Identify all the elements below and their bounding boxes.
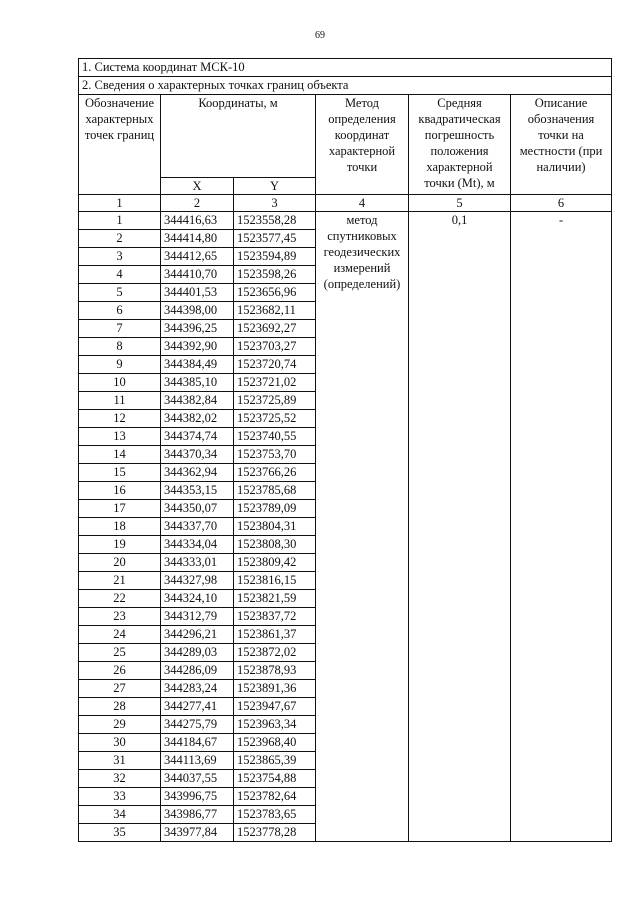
coordinate-y: 1523804,31 xyxy=(234,518,316,536)
point-number: 28 xyxy=(79,698,161,716)
point-number: 20 xyxy=(79,554,161,572)
coordinate-y: 1523785,68 xyxy=(234,482,316,500)
column-number: 6 xyxy=(511,195,612,212)
coordinate-y: 1523947,67 xyxy=(234,698,316,716)
method-value: метод спутниковых геодезических измерений (определений) xyxy=(316,212,409,842)
coordinate-y: 1523682,11 xyxy=(234,302,316,320)
coordinate-y: 1523577,45 xyxy=(234,230,316,248)
coordinate-y: 1523809,42 xyxy=(234,554,316,572)
column-number: 1 xyxy=(79,195,161,212)
coordinate-x: 344113,69 xyxy=(161,752,234,770)
coordinate-y: 1523968,40 xyxy=(234,734,316,752)
point-number: 18 xyxy=(79,518,161,536)
description-value: - xyxy=(511,212,612,842)
point-number: 9 xyxy=(79,356,161,374)
coordinate-x: 343996,75 xyxy=(161,788,234,806)
coordinate-y: 1523656,96 xyxy=(234,284,316,302)
boundary-points-table xyxy=(78,58,612,842)
coordinate-x: 344327,98 xyxy=(161,572,234,590)
coordinate-x: 344184,67 xyxy=(161,734,234,752)
coordinate-y: 1523754,88 xyxy=(234,770,316,788)
coordinate-y: 1523692,27 xyxy=(234,320,316,338)
point-number: 2 xyxy=(79,230,161,248)
coordinate-y: 1523598,26 xyxy=(234,266,316,284)
coordinate-x: 344333,01 xyxy=(161,554,234,572)
coordinate-x: 344410,70 xyxy=(161,266,234,284)
table-row xyxy=(79,212,612,230)
point-number: 10 xyxy=(79,374,161,392)
point-number: 3 xyxy=(79,248,161,266)
coordinate-x: 344414,80 xyxy=(161,230,234,248)
coordinate-x: 344374,74 xyxy=(161,428,234,446)
coordinate-y: 1523808,30 xyxy=(234,536,316,554)
points-body xyxy=(79,212,612,842)
header-x: X xyxy=(161,178,234,195)
coordinate-y: 1523778,28 xyxy=(234,824,316,842)
point-number: 5 xyxy=(79,284,161,302)
error-value: 0,1 xyxy=(409,212,511,842)
column-number: 5 xyxy=(409,195,511,212)
point-number: 29 xyxy=(79,716,161,734)
coordinate-x: 344384,49 xyxy=(161,356,234,374)
header-method: Метод определения координат характерной точки xyxy=(316,95,409,195)
point-number: 12 xyxy=(79,410,161,428)
coordinate-x: 344275,79 xyxy=(161,716,234,734)
point-number: 21 xyxy=(79,572,161,590)
coordinate-x: 343977,84 xyxy=(161,824,234,842)
coordinate-x: 343986,77 xyxy=(161,806,234,824)
header-description: Описание обозначения точки на местности (при наличии) xyxy=(511,95,612,195)
coordinate-x: 344392,90 xyxy=(161,338,234,356)
point-number: 32 xyxy=(79,770,161,788)
coordinate-y: 1523816,15 xyxy=(234,572,316,590)
coordinate-y: 1523725,89 xyxy=(234,392,316,410)
coordinate-y: 1523766,26 xyxy=(234,464,316,482)
coordinate-y: 1523740,55 xyxy=(234,428,316,446)
header-point-designation: Обозначение характерных точек границ xyxy=(79,95,161,195)
coordinate-y: 1523891,36 xyxy=(234,680,316,698)
point-number: 25 xyxy=(79,644,161,662)
coordinate-x: 344401,53 xyxy=(161,284,234,302)
coordinate-x: 344337,70 xyxy=(161,518,234,536)
point-number: 34 xyxy=(79,806,161,824)
point-number: 33 xyxy=(79,788,161,806)
point-number: 13 xyxy=(79,428,161,446)
header-coordinates: Координаты, м xyxy=(161,95,316,178)
coordinate-y: 1523753,70 xyxy=(234,446,316,464)
coordinate-x: 344312,79 xyxy=(161,608,234,626)
coordinate-system-row: 1. Система координат МСК-10 xyxy=(79,59,612,77)
point-number: 35 xyxy=(79,824,161,842)
coordinate-x: 344277,41 xyxy=(161,698,234,716)
coordinate-x: 344370,34 xyxy=(161,446,234,464)
coordinate-y: 1523594,89 xyxy=(234,248,316,266)
coordinate-x: 344382,84 xyxy=(161,392,234,410)
coordinate-x: 344334,04 xyxy=(161,536,234,554)
point-number: 8 xyxy=(79,338,161,356)
header-error: Средняя квадратическая погрешность положения характерной точки (Mt), м xyxy=(409,95,511,195)
point-number: 15 xyxy=(79,464,161,482)
coordinate-x: 344350,07 xyxy=(161,500,234,518)
point-number: 23 xyxy=(79,608,161,626)
coordinate-y: 1523703,27 xyxy=(234,338,316,356)
point-number: 27 xyxy=(79,680,161,698)
point-number: 26 xyxy=(79,662,161,680)
coordinate-y: 1523865,39 xyxy=(234,752,316,770)
coordinate-y: 1523878,93 xyxy=(234,662,316,680)
coordinate-y: 1523558,28 xyxy=(234,212,316,230)
coordinate-x: 344296,21 xyxy=(161,626,234,644)
point-number: 17 xyxy=(79,500,161,518)
coordinate-x: 344037,55 xyxy=(161,770,234,788)
column-number: 3 xyxy=(234,195,316,212)
section-title-row: 2. Сведения о характерных точках границ объекта xyxy=(79,77,612,95)
point-number: 7 xyxy=(79,320,161,338)
coordinate-y: 1523721,02 xyxy=(234,374,316,392)
coordinate-x: 344362,94 xyxy=(161,464,234,482)
coordinate-x: 344416,63 xyxy=(161,212,234,230)
coordinate-x: 344382,02 xyxy=(161,410,234,428)
coordinate-x: 344412,65 xyxy=(161,248,234,266)
point-number: 30 xyxy=(79,734,161,752)
point-number: 4 xyxy=(79,266,161,284)
point-number: 22 xyxy=(79,590,161,608)
page-number: 69 xyxy=(315,30,325,41)
point-number: 24 xyxy=(79,626,161,644)
header-y: Y xyxy=(234,178,316,195)
coordinate-x: 344396,25 xyxy=(161,320,234,338)
coordinate-y: 1523861,37 xyxy=(234,626,316,644)
coordinate-y: 1523821,59 xyxy=(234,590,316,608)
coordinate-y: 1523720,74 xyxy=(234,356,316,374)
column-numbers-row xyxy=(79,195,612,212)
coordinate-x: 344283,24 xyxy=(161,680,234,698)
point-number: 6 xyxy=(79,302,161,320)
point-number: 11 xyxy=(79,392,161,410)
point-number: 19 xyxy=(79,536,161,554)
coordinate-x: 344385,10 xyxy=(161,374,234,392)
point-number: 14 xyxy=(79,446,161,464)
coordinate-x: 344353,15 xyxy=(161,482,234,500)
coordinate-y: 1523963,34 xyxy=(234,716,316,734)
coordinate-y: 1523783,65 xyxy=(234,806,316,824)
coordinate-y: 1523789,09 xyxy=(234,500,316,518)
coordinate-x: 344324,10 xyxy=(161,590,234,608)
point-number: 16 xyxy=(79,482,161,500)
column-number: 2 xyxy=(161,195,234,212)
coordinate-y: 1523872,02 xyxy=(234,644,316,662)
column-number: 4 xyxy=(316,195,409,212)
point-number: 31 xyxy=(79,752,161,770)
coordinate-x: 344286,09 xyxy=(161,662,234,680)
coordinate-x: 344289,03 xyxy=(161,644,234,662)
coordinate-x: 344398,00 xyxy=(161,302,234,320)
coordinate-y: 1523725,52 xyxy=(234,410,316,428)
coordinate-y: 1523837,72 xyxy=(234,608,316,626)
coordinate-y: 1523782,64 xyxy=(234,788,316,806)
point-number: 1 xyxy=(79,212,161,230)
